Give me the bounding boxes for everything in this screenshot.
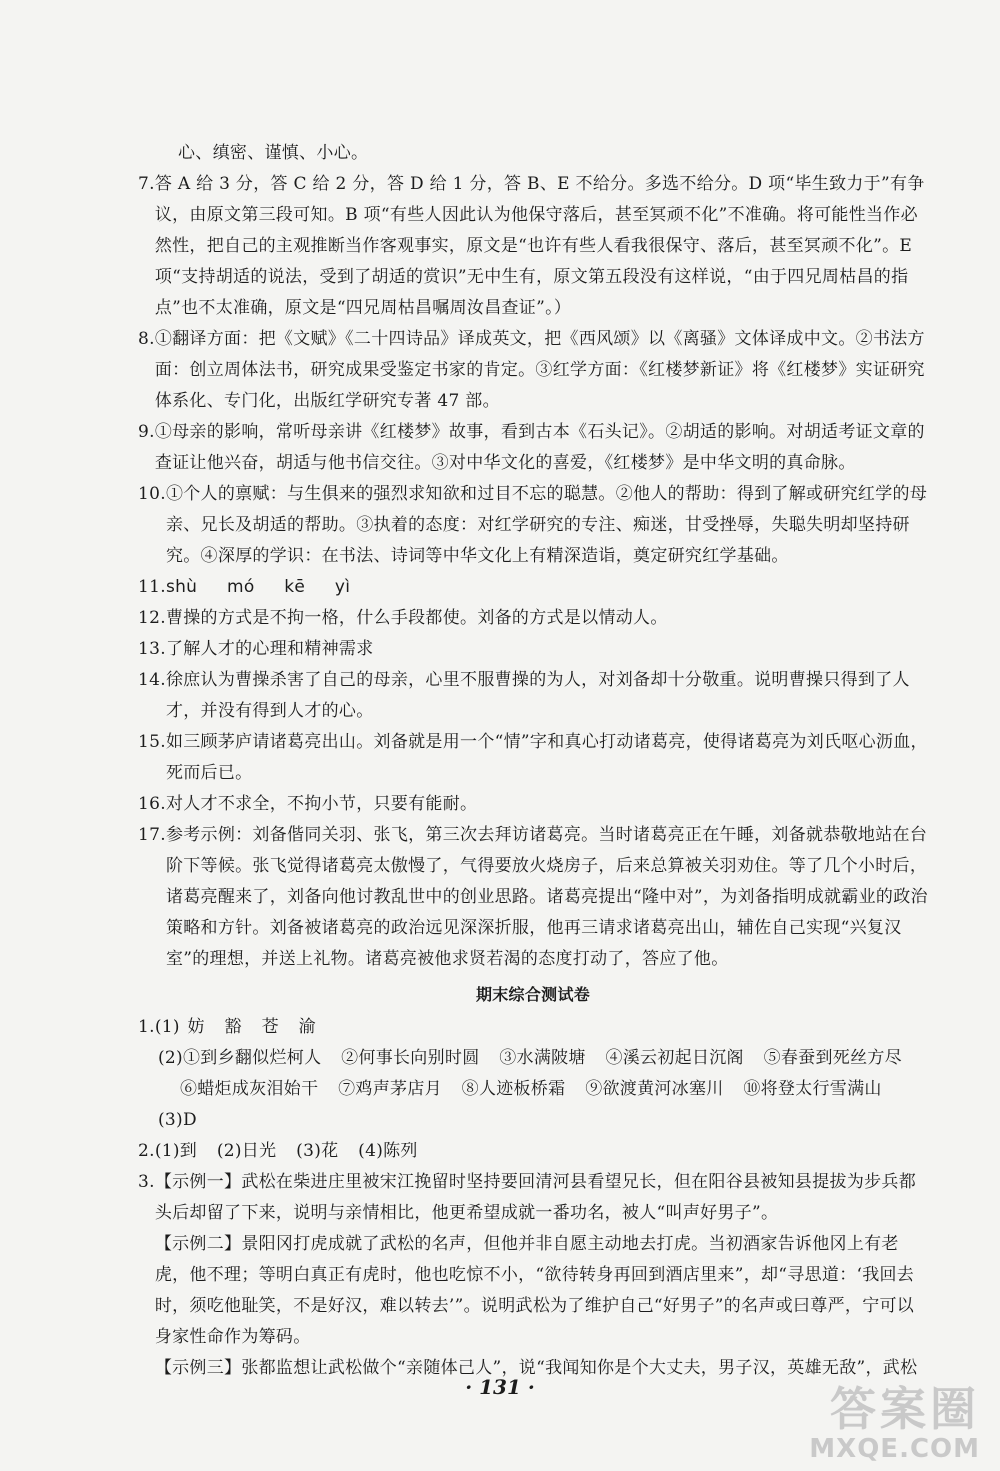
item-text: ①个人的禀赋：与生俱来的强烈求知欲和过目不忘的聪慧。②他人的帮助：得到了解或研究红学的母亲、兄长及胡适的帮助。③执着的态度：对红学研究的专注、痴迷，甘受挫辱，失聪失明却坚持研究。④深厚的学识：在书法、诗词等中华文化上有精深造诣，奠定研究红学基础。 [165, 484, 928, 566]
final-item-2 [138, 1136, 928, 1167]
watermark-site: MXQE.COM [809, 1434, 980, 1464]
poem-line: ②何事长向别时圆 [341, 1048, 480, 1068]
word-4: (4)陈列 [358, 1141, 418, 1161]
final-item-1 [138, 1012, 928, 1043]
item-number: 8. [138, 329, 155, 349]
char-1: 妨 [187, 1017, 205, 1037]
item-number: 10. [138, 484, 166, 504]
poem-line: ⑩将登太行雪满山 [743, 1079, 882, 1099]
pinyin-answers [166, 572, 928, 603]
sub-answer-3: (3)D [158, 1110, 197, 1130]
paragraph-continuation: 心、缜密、谨慎、小心。 [178, 143, 369, 163]
item-text: 如三顾茅庐请诸葛亮出山。刘备就是用一个“情”字和真心打动诸葛亮，使得诸葛亮为刘氏呕心沥血，死而后已。 [165, 732, 928, 783]
item-text: 对人才不求全，不拘小节，只要有能耐。 [165, 794, 478, 814]
word-2: (2)日光 [216, 1141, 277, 1161]
answer-item-10 [138, 479, 928, 572]
poem-line: ⑨欲渡黄河冰塞川 [585, 1079, 724, 1099]
char-3: 苍 [261, 1017, 279, 1037]
answer-item-9 [138, 417, 928, 479]
word-3: (3)花 [296, 1141, 339, 1161]
section-title: 期末综合测试卷 [475, 985, 591, 1004]
pinyin-4: yì [334, 577, 351, 597]
item-number: 17. [138, 825, 166, 845]
item-number: 13. [138, 639, 166, 659]
answer-item-17 [138, 820, 928, 975]
item-number: 12. [138, 608, 166, 628]
item-number: 11. [138, 577, 166, 597]
answer-item-7 [138, 169, 928, 324]
item-text: 徐庶认为曹操杀害了自己的母亲，心里不服曹操的为人，对刘备却十分敬重。说明曹操只得到了人才，并没有得到人才的心。 [165, 670, 910, 721]
item-number: 14. [138, 670, 166, 690]
word-1: (1)到 [154, 1141, 198, 1161]
item-text: 了解人才的心理和精神需求 [165, 639, 374, 659]
item-number: 7. [138, 174, 155, 194]
sub-label: (2) [158, 1048, 183, 1068]
poem-line: ⑥蜡炬成灰泪始干 [180, 1079, 319, 1099]
pinyin-3: kē [284, 577, 306, 597]
example-2: 【示例二】景阳冈打虎成就了武松的名声，但他并非自愿主动地去打虎。当初酒家告诉他冈上有老虎，他不理；等明白真正有虎时，他也吃惊不小，“欲待转身再回到酒店里来”，却“寻思道：‘我回去时，须吃他耻笑，不是好汉，难以转去’”。说明武松为了维护自己“好男子”的名声或曰尊严，宁可以身家性命作为筹码。 [154, 1234, 915, 1347]
poem-line: ⑤春蚕到死丝方尽 [763, 1048, 902, 1068]
watermark-logo: 答案圈 [830, 1382, 980, 1436]
poem-line: ⑦鸡声茅店月 [338, 1079, 442, 1099]
item-text: 参考示例：刘备偕同关羽、张飞，第三次去拜访诸葛亮。当时诸葛亮正在午睡，刘备就恭敬地站在台阶下等候。张飞觉得诸葛亮太傲慢了，气得要放火烧房子，后来总算被关羽劝住。等了几个小时后，诸葛亮醒来了，刘备向他讨教乱世中的创业思路。诸葛亮提出“隆中对”，为刘备指明成就霸业的政治策略和方针。刘备被诸葛亮的政治远见深深折服，他再三请求诸葛亮出山，辅佐自己实现“兴复汉室”的理想，并送上礼物。诸葛亮被他求贤若渴的态度打动了，答应了他。 [165, 825, 928, 969]
item-text: ①母亲的影响，常听母亲讲《红楼梦》故事，看到古本《石头记》。②胡适的影响。对胡适考证文章的查证让他兴奋，胡适与他书信交往。③对中华文化的喜爱，《红楼梦》是中华文明的真命脉。 [154, 422, 925, 473]
pinyin-1: shù [165, 577, 198, 597]
site-watermark [809, 1383, 980, 1463]
answer-item-14 [138, 665, 928, 727]
poem-lines-2 [138, 1074, 928, 1105]
char-2: 豁 [224, 1017, 242, 1037]
answer-item-15 [138, 727, 928, 789]
poem-line: ④溪云初起日沉阁 [605, 1048, 744, 1068]
item-number: 15. [138, 732, 166, 752]
answer-item-16 [138, 789, 928, 820]
char-answers [155, 1012, 928, 1043]
answer-item-13 [138, 634, 928, 665]
item-number: 16. [138, 794, 166, 814]
char-4: 渝 [298, 1017, 316, 1037]
sub-label: (1) [154, 1017, 180, 1037]
item-number: 2. [138, 1141, 155, 1161]
item-number: 3. [138, 1172, 155, 1192]
answer-item-8 [138, 324, 928, 417]
poem-line: ⑧人迹板桥霜 [461, 1079, 566, 1099]
item-text: 答 A 给 3 分，答 C 给 2 分，答 D 给 1 分，答 B、E 不给分。多选不给分。D 项“毕生致力于”有争议，由原文第三段可知。B 项“有些人因此认为他保守落后，甚至冥顽不化”不准确。将可能性当作必然性，把自己的主观推断当作客观事实，原文是“也许有些人看我很保守、落后，甚至冥顽不化”。E 项“支持胡适的说法，受到了胡适的赏识”无中生有，原文第五段没有这样说，“由于四兄周枯昌的指点”也不太准确，原文是“四兄周枯昌嘱周汝昌查证”。） [154, 174, 925, 318]
word-answers [155, 1136, 928, 1167]
answer-content [138, 138, 928, 1384]
item-text: ①翻译方面：把《文赋》《二十四诗品》译成英文，把《西风颂》以《离骚》文体译成中文。②书法方面：创立周体法书，研究成果受鉴定书家的肯定。③红学方面：《红楼梦新证》将《红楼梦》实证研究体系化、专门化，出版红学研究专著 47 部。 [154, 329, 925, 411]
poem-line: ③水满陂塘 [499, 1048, 586, 1068]
example-1: 【示例一】武松在柴进庄里被宋江挽留时坚持要回清河县看望兄长，但在阳谷县被知县提拔为步兵都头后却留了下来，说明与亲情相比，他更希望成就一番功名，被人“叫声好男子”。 [154, 1172, 917, 1223]
item-text: 曹操的方式是不拘一格，什么手段都使。刘备的方式是以情动人。 [165, 608, 668, 628]
page-number: · 131 · [465, 1375, 535, 1399]
example-3: 【示例三】张都监想让武松做个“亲随体己人”，说“我闻知你是个大丈夫，男子汉，英雄无敌”，武松 [154, 1358, 918, 1378]
item-number: 1. [138, 1017, 155, 1037]
pinyin-2: mó [226, 577, 255, 597]
answer-item-12 [138, 603, 928, 634]
final-item-3 [138, 1167, 928, 1384]
poem-line: ①到乡翻似烂柯人 [182, 1048, 322, 1068]
answer-item-11 [138, 572, 928, 603]
item-number: 9. [138, 422, 155, 442]
poem-lines-1 [138, 1043, 928, 1074]
example-block [155, 1167, 928, 1384]
